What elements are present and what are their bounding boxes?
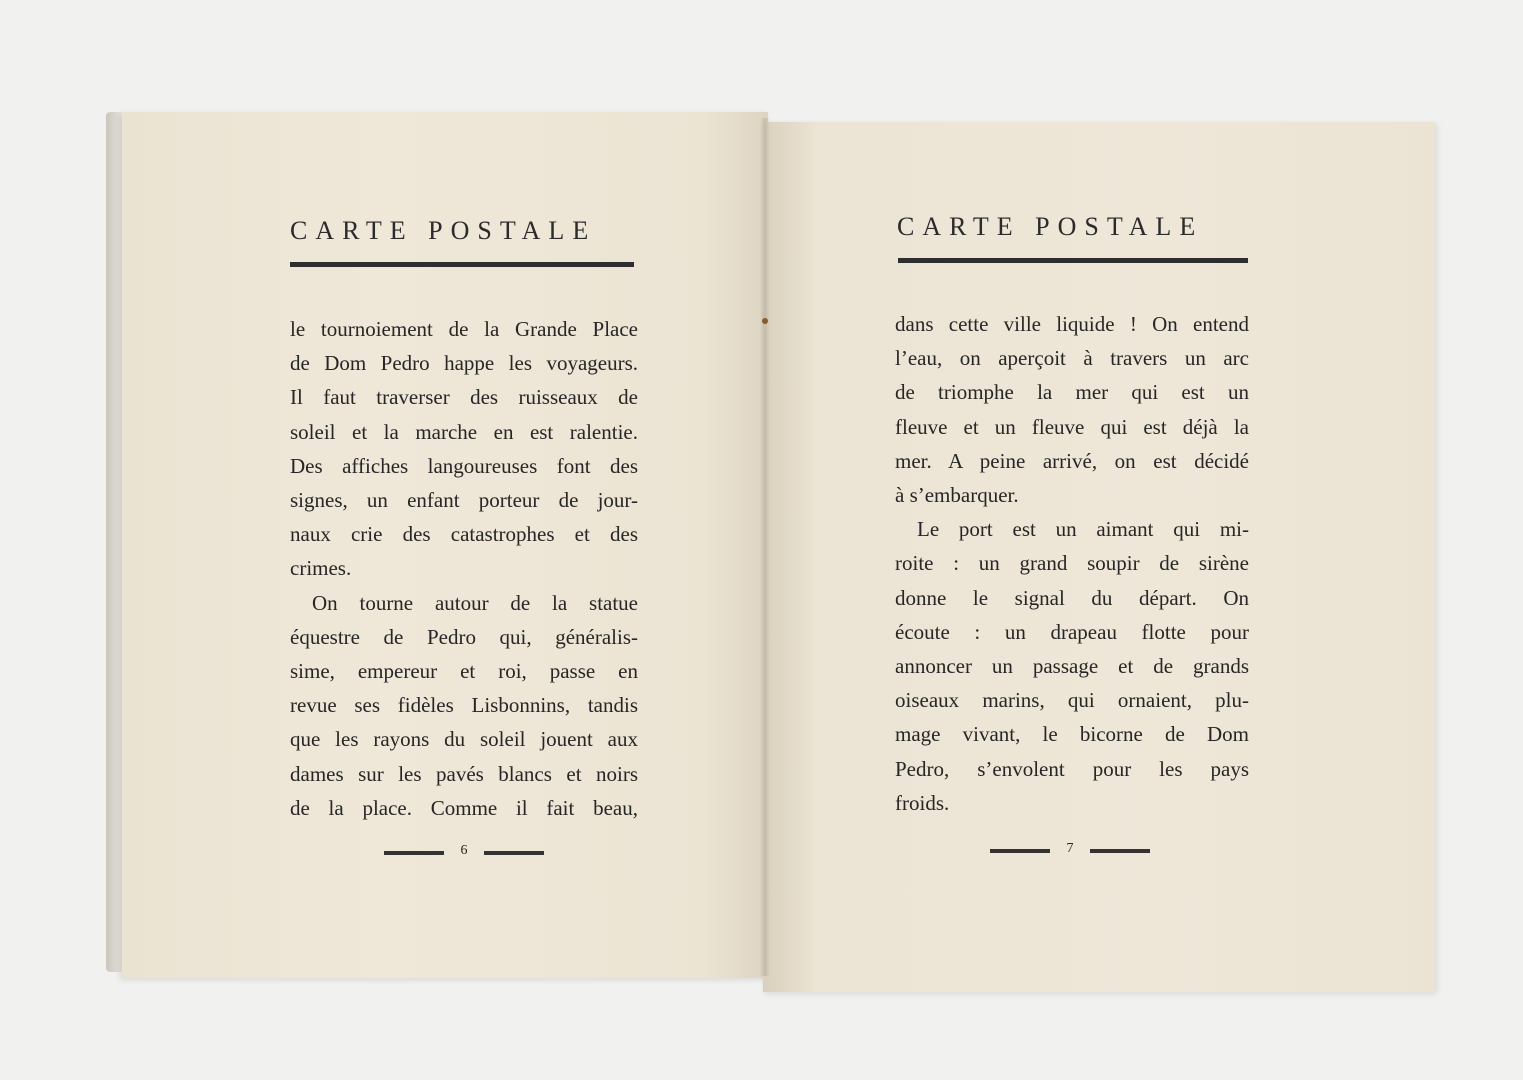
text-line: écoute : un drapeau flotte pour <box>895 619 1249 644</box>
text-line: l’eau, on aperçoit à travers un arc <box>895 346 1249 371</box>
text-line: froids. <box>895 790 950 815</box>
text-line: équestre de Pedro qui, généralis- <box>290 624 638 649</box>
folio-dash-right <box>1090 849 1150 853</box>
left-page-text <box>290 312 638 825</box>
text-line: Il faut traverser des ruisseaux de <box>290 385 638 410</box>
text-line: sime, empereur et roi, passe en <box>290 659 638 684</box>
text-line: dans cette ville liquide ! On entend <box>895 312 1249 336</box>
left-header-rule <box>290 262 634 267</box>
text-line: dames sur les pavés blancs et noirs <box>290 761 638 786</box>
text-line: Le port est un aimant qui mi- <box>917 517 1249 542</box>
left-page-header: CARTE POSTALE <box>290 216 597 245</box>
text-line: mer. A peine arrivé, on est décidé <box>895 448 1249 473</box>
text-line: donne le signal du départ. On <box>895 585 1249 610</box>
text-line: naux crie des catastrophes et des <box>290 522 638 547</box>
right-header-rule <box>898 258 1248 263</box>
text-line: de la place. Comme il fait beau, <box>290 795 638 820</box>
text-line: revue ses fidèles Lisbonnins, tandis <box>290 693 638 718</box>
right-page-text <box>895 307 1249 820</box>
page-number-right: 7 <box>1066 841 1074 856</box>
text-line: oiseaux marins, qui ornaient, plu- <box>895 688 1249 713</box>
text-line: Des affiches langoureuses font des <box>290 453 638 478</box>
book-gutter <box>760 118 770 976</box>
text-line: de triomphe la mer qui est un <box>895 380 1249 405</box>
right-page-header: CARTE POSTALE <box>897 212 1204 241</box>
text-line: soleil et la marche en est ralentie. <box>290 419 638 444</box>
text-line: de Dom Pedro happe les voyageurs. <box>290 351 638 376</box>
folio-dash-right <box>484 851 544 855</box>
text-line: à s’embarquer. <box>895 483 1019 508</box>
text-line: roite : un grand soupir de sirène <box>895 551 1249 576</box>
text-line: mage vivant, le bicorne de Dom <box>895 722 1249 747</box>
text-line: On tourne autour de la statue <box>312 590 638 615</box>
text-line: fleuve et un fleuve qui est déjà la <box>895 414 1249 439</box>
text-line: signes, un enfant porteur de jour- <box>290 488 638 513</box>
folio-dash-left <box>384 851 444 855</box>
text-line: annoncer un passage et de grands <box>895 654 1249 679</box>
text-line: crimes. <box>290 556 352 581</box>
page-number-left: 6 <box>460 843 468 858</box>
text-line: Pedro, s’envolent pour les pays <box>895 756 1249 781</box>
text-line: que les rayons du soleil jouent aux <box>290 727 638 752</box>
text-line: le tournoiement de la Grande Place <box>290 317 638 341</box>
folio-dash-left <box>990 849 1050 853</box>
binding-thread <box>762 318 768 324</box>
